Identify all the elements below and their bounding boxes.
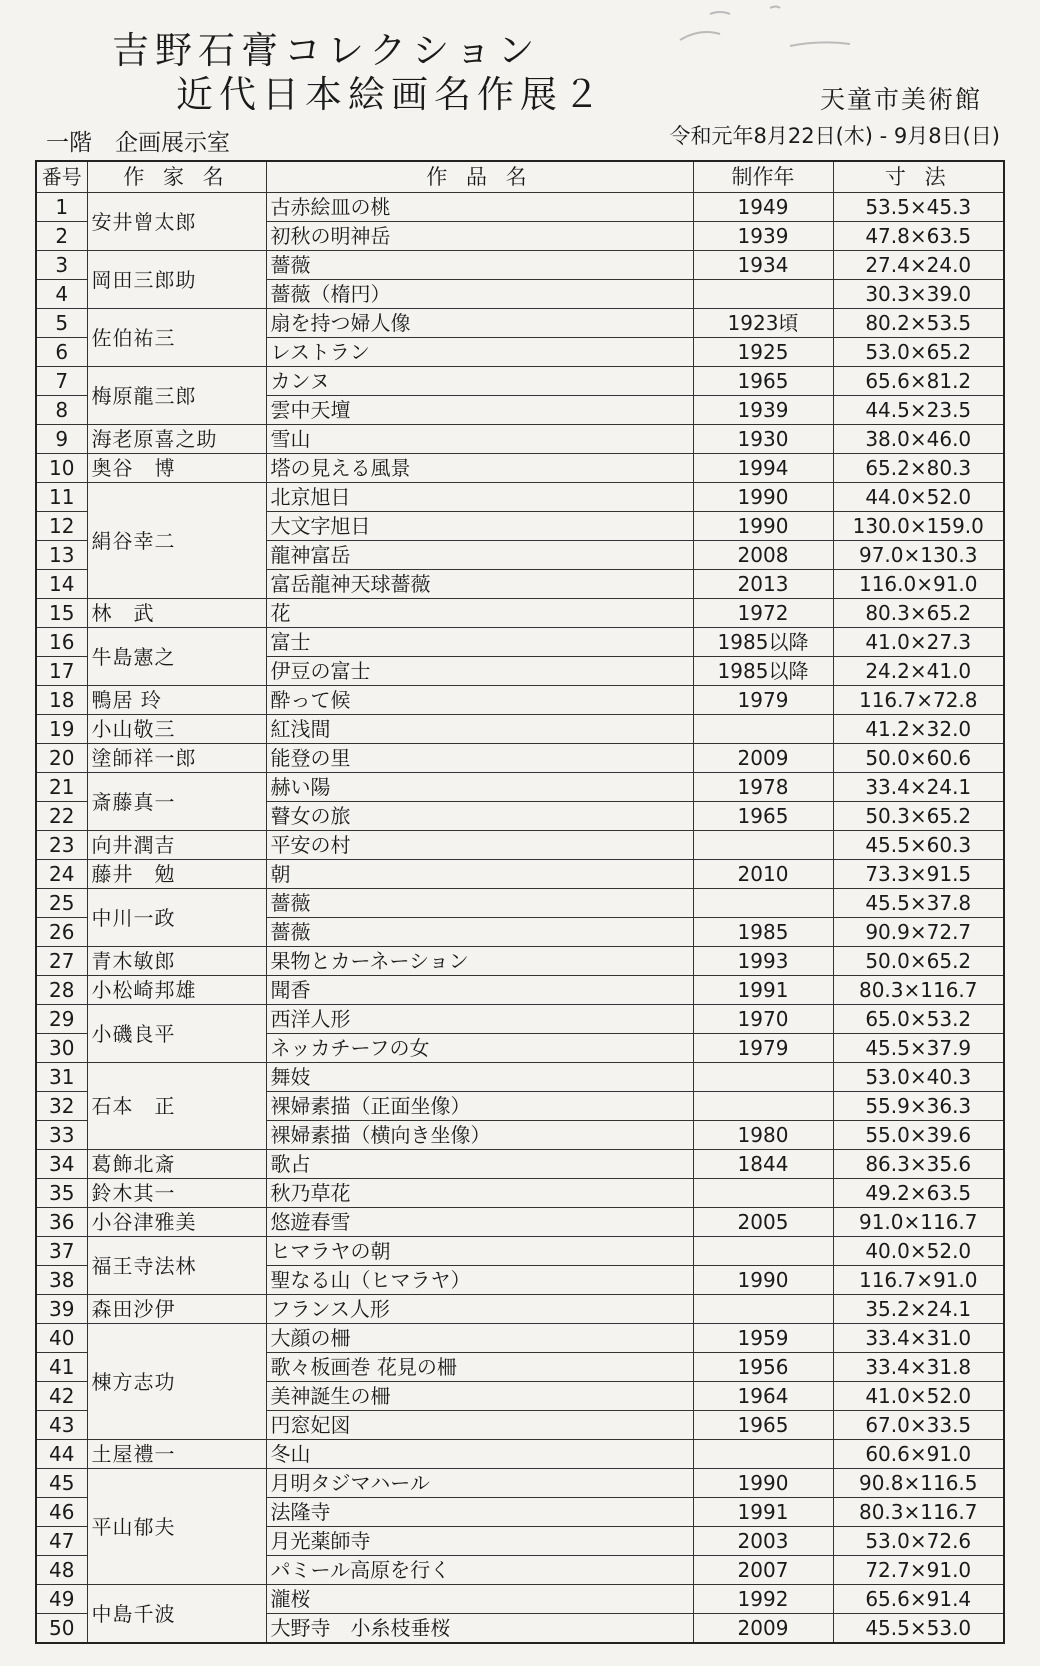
- work-title: 秋乃草花: [266, 1179, 693, 1208]
- column-header-artist: 作 家 名: [87, 161, 266, 193]
- pen-scribble-mark: [640, 0, 860, 70]
- work-title: 薔薇（楕円）: [266, 280, 693, 309]
- work-size: 53.0×65.2: [833, 338, 1004, 367]
- work-number: 29: [36, 1005, 87, 1034]
- work-title: 能登の里: [266, 744, 693, 773]
- work-size: 91.0×116.7: [833, 1208, 1004, 1237]
- work-number: 3: [36, 251, 87, 280]
- exhibition-title-line1: 吉野石膏コレクション: [112, 29, 541, 72]
- artist-name: 梅原龍三郎: [87, 367, 266, 425]
- work-title: 歌占: [266, 1150, 693, 1179]
- work-number: 14: [36, 570, 87, 599]
- work-title: 裸婦素描（横向き坐像）: [266, 1121, 693, 1150]
- artist-name: 中川一政: [87, 889, 266, 947]
- work-title: 北京旭日: [266, 483, 693, 512]
- table-row: [36, 1469, 1004, 1498]
- work-size: 55.9×36.3: [833, 1092, 1004, 1121]
- artist-name: 森田沙伊: [87, 1295, 266, 1324]
- work-size: 33.4×24.1: [833, 773, 1004, 802]
- work-year: 1978: [693, 773, 833, 802]
- work-number: 5: [36, 309, 87, 338]
- artist-name: 奥谷 博: [87, 454, 266, 483]
- work-title: 赫い陽: [266, 773, 693, 802]
- work-number: 20: [36, 744, 87, 773]
- work-size: 80.3×116.7: [833, 976, 1004, 1005]
- work-year: 1990: [693, 512, 833, 541]
- work-size: 45.5×37.8: [833, 889, 1004, 918]
- work-title: 古赤絵皿の桃: [266, 193, 693, 222]
- work-year: 1990: [693, 1266, 833, 1295]
- work-year: 1930: [693, 425, 833, 454]
- work-number: 42: [36, 1382, 87, 1411]
- table-row: [36, 1237, 1004, 1266]
- work-title: 扇を持つ婦人像: [266, 309, 693, 338]
- work-size: 33.4×31.0: [833, 1324, 1004, 1353]
- artist-name: 安井曾太郎: [87, 193, 266, 251]
- work-size: 41.0×52.0: [833, 1382, 1004, 1411]
- work-number: 15: [36, 599, 87, 628]
- work-year: 1979: [693, 686, 833, 715]
- artist-name: 土屋禮一: [87, 1440, 266, 1469]
- table-row: [36, 686, 1004, 715]
- work-title: パミール高原を行く: [266, 1556, 693, 1585]
- work-title: カンヌ: [266, 367, 693, 396]
- work-title: 聖なる山（ヒマラヤ）: [266, 1266, 693, 1295]
- table-row: [36, 947, 1004, 976]
- work-year: 1990: [693, 1469, 833, 1498]
- work-year: 2005: [693, 1208, 833, 1237]
- artist-name: 藤井 勉: [87, 860, 266, 889]
- artist-name: 平山郁夫: [87, 1469, 266, 1585]
- work-year: 1959: [693, 1324, 833, 1353]
- table-row: [36, 309, 1004, 338]
- work-size: 45.5×60.3: [833, 831, 1004, 860]
- artist-name: 中島千波: [87, 1585, 266, 1644]
- artist-name: 斎藤真一: [87, 773, 266, 831]
- table-row: [36, 251, 1004, 280]
- table-row: [36, 599, 1004, 628]
- work-size: 53.0×40.3: [833, 1063, 1004, 1092]
- museum-name: 天童市美術館: [820, 85, 983, 114]
- work-year: 1970: [693, 1005, 833, 1034]
- work-number: 25: [36, 889, 87, 918]
- work-number: 21: [36, 773, 87, 802]
- work-title: 聞香: [266, 976, 693, 1005]
- work-number: 22: [36, 802, 87, 831]
- work-number: 9: [36, 425, 87, 454]
- work-size: 50.3×65.2: [833, 802, 1004, 831]
- work-number: 35: [36, 1179, 87, 1208]
- work-title: 瞽女の旅: [266, 802, 693, 831]
- artist-name: 鴨居 玲: [87, 686, 266, 715]
- artist-name: 塗師祥一郎: [87, 744, 266, 773]
- work-size: 65.0×53.2: [833, 1005, 1004, 1034]
- artist-name: 青木敏郎: [87, 947, 266, 976]
- work-year: 1979: [693, 1034, 833, 1063]
- work-number: 38: [36, 1266, 87, 1295]
- work-year: [693, 1063, 833, 1092]
- table-row: [36, 1585, 1004, 1614]
- table-row: [36, 1208, 1004, 1237]
- work-year: 1965: [693, 802, 833, 831]
- work-size: 65.6×81.2: [833, 367, 1004, 396]
- table-row: [36, 860, 1004, 889]
- exhibition-dates: 令和元年8月22日(木) - 9月8日(日): [669, 124, 1000, 148]
- work-number: 36: [36, 1208, 87, 1237]
- work-title: 平安の村: [266, 831, 693, 860]
- table-row: [36, 454, 1004, 483]
- table-row: [36, 1063, 1004, 1092]
- artist-name: 小山敬三: [87, 715, 266, 744]
- work-year: 1985: [693, 918, 833, 947]
- work-size: 24.2×41.0: [833, 657, 1004, 686]
- work-size: 33.4×31.8: [833, 1353, 1004, 1382]
- work-size: 116.7×72.8: [833, 686, 1004, 715]
- work-title: 舞妓: [266, 1063, 693, 1092]
- floor-label: 一階 企画展示室: [46, 130, 230, 156]
- work-size: 55.0×39.6: [833, 1121, 1004, 1150]
- artist-name: 岡田三郎助: [87, 251, 266, 309]
- table-row: [36, 193, 1004, 222]
- work-year: 1844: [693, 1150, 833, 1179]
- work-year: 1934: [693, 251, 833, 280]
- work-year: 1923頃: [693, 309, 833, 338]
- artist-name: 福王寺法林: [87, 1237, 266, 1295]
- work-year: 1939: [693, 222, 833, 251]
- work-year: [693, 1179, 833, 1208]
- work-size: 80.3×116.7: [833, 1498, 1004, 1527]
- table-row: [36, 831, 1004, 860]
- artist-name: 小磯良平: [87, 1005, 266, 1063]
- work-number: 32: [36, 1092, 87, 1121]
- work-title: 花: [266, 599, 693, 628]
- work-size: 73.3×91.5: [833, 860, 1004, 889]
- work-title: 円窓妃図: [266, 1411, 693, 1440]
- work-year: 1991: [693, 976, 833, 1005]
- work-size: 60.6×91.0: [833, 1440, 1004, 1469]
- work-title: 悠遊春雪: [266, 1208, 693, 1237]
- work-title: レストラン: [266, 338, 693, 367]
- work-number: 18: [36, 686, 87, 715]
- work-title: 薔薇: [266, 889, 693, 918]
- work-number: 8: [36, 396, 87, 425]
- work-year: 1985以降: [693, 657, 833, 686]
- work-year: 1965: [693, 1411, 833, 1440]
- work-size: 116.0×91.0: [833, 570, 1004, 599]
- artist-name: 石本 正: [87, 1063, 266, 1150]
- work-title: 酔って候: [266, 686, 693, 715]
- work-number: 30: [36, 1034, 87, 1063]
- work-year: 1964: [693, 1382, 833, 1411]
- work-size: 72.7×91.0: [833, 1556, 1004, 1585]
- work-year: 2009: [693, 744, 833, 773]
- work-size: 80.3×65.2: [833, 599, 1004, 628]
- work-number: 19: [36, 715, 87, 744]
- work-year: [693, 831, 833, 860]
- work-title: 雲中天壇: [266, 396, 693, 425]
- work-number: 48: [36, 1556, 87, 1585]
- work-title: 伊豆の富士: [266, 657, 693, 686]
- work-year: [693, 280, 833, 309]
- work-number: 2: [36, 222, 87, 251]
- work-title: 月明タジマハール: [266, 1469, 693, 1498]
- work-year: [693, 715, 833, 744]
- work-year: 1965: [693, 367, 833, 396]
- work-size: 116.7×91.0: [833, 1266, 1004, 1295]
- work-number: 41: [36, 1353, 87, 1382]
- work-number: 28: [36, 976, 87, 1005]
- work-title: 塔の見える風景: [266, 454, 693, 483]
- work-size: 90.9×72.7: [833, 918, 1004, 947]
- work-size: 53.5×45.3: [833, 193, 1004, 222]
- work-size: 90.8×116.5: [833, 1469, 1004, 1498]
- artist-name: 葛飾北斎: [87, 1150, 266, 1179]
- table-row: [36, 744, 1004, 773]
- artist-name: 向井潤吉: [87, 831, 266, 860]
- table-row: [36, 425, 1004, 454]
- work-year: 2009: [693, 1614, 833, 1644]
- work-year: [693, 889, 833, 918]
- works-table: [35, 160, 1005, 1644]
- work-number: 4: [36, 280, 87, 309]
- table-row: [36, 483, 1004, 512]
- work-number: 17: [36, 657, 87, 686]
- work-number: 40: [36, 1324, 87, 1353]
- table-row: [36, 1005, 1004, 1034]
- work-title: ネッカチーフの女: [266, 1034, 693, 1063]
- work-year: 2008: [693, 541, 833, 570]
- work-size: 65.2×80.3: [833, 454, 1004, 483]
- table-row: [36, 715, 1004, 744]
- column-header-size: 寸 法: [833, 161, 1004, 193]
- artist-name: 佐伯祐三: [87, 309, 266, 367]
- table-row: [36, 628, 1004, 657]
- work-title: フランス人形: [266, 1295, 693, 1324]
- work-title: 龍神富岳: [266, 541, 693, 570]
- work-year: [693, 1237, 833, 1266]
- work-year: 2003: [693, 1527, 833, 1556]
- work-title: 瀧桜: [266, 1585, 693, 1614]
- work-year: 1994: [693, 454, 833, 483]
- work-number: 31: [36, 1063, 87, 1092]
- work-number: 27: [36, 947, 87, 976]
- work-size: 27.4×24.0: [833, 251, 1004, 280]
- table-row: [36, 773, 1004, 802]
- work-title: 月光薬師寺: [266, 1527, 693, 1556]
- work-year: 1993: [693, 947, 833, 976]
- exhibition-title-line2: 近代日本絵画名作展２: [176, 73, 606, 116]
- work-number: 50: [36, 1614, 87, 1644]
- work-size: 97.0×130.3: [833, 541, 1004, 570]
- work-title: 果物とカーネーション: [266, 947, 693, 976]
- table-row: [36, 1440, 1004, 1469]
- work-year: 1980: [693, 1121, 833, 1150]
- work-year: [693, 1092, 833, 1121]
- work-title: 大野寺 小糸枝垂桜: [266, 1614, 693, 1644]
- work-size: 49.2×63.5: [833, 1179, 1004, 1208]
- work-size: 30.3×39.0: [833, 280, 1004, 309]
- work-title: 雪山: [266, 425, 693, 454]
- work-size: 45.5×37.9: [833, 1034, 1004, 1063]
- work-title: 紅浅間: [266, 715, 693, 744]
- work-title: 法隆寺: [266, 1498, 693, 1527]
- work-year: [693, 1295, 833, 1324]
- work-number: 12: [36, 512, 87, 541]
- work-title: 富士: [266, 628, 693, 657]
- work-title: 美神誕生の柵: [266, 1382, 693, 1411]
- work-number: 47: [36, 1527, 87, 1556]
- work-size: 44.0×52.0: [833, 483, 1004, 512]
- work-number: 16: [36, 628, 87, 657]
- work-number: 26: [36, 918, 87, 947]
- work-size: 35.2×24.1: [833, 1295, 1004, 1324]
- work-size: 67.0×33.5: [833, 1411, 1004, 1440]
- column-header-work: 作 品 名: [266, 161, 693, 193]
- work-number: 33: [36, 1121, 87, 1150]
- work-size: 45.5×53.0: [833, 1614, 1004, 1644]
- work-number: 11: [36, 483, 87, 512]
- work-number: 43: [36, 1411, 87, 1440]
- work-number: 24: [36, 860, 87, 889]
- work-number: 45: [36, 1469, 87, 1498]
- work-size: 38.0×46.0: [833, 425, 1004, 454]
- work-year: 1925: [693, 338, 833, 367]
- table-header-row: [36, 161, 1004, 193]
- artist-name: 林 武: [87, 599, 266, 628]
- table-row: [36, 1295, 1004, 1324]
- work-title: 朝: [266, 860, 693, 889]
- work-number: 39: [36, 1295, 87, 1324]
- artist-name: 小谷津雅美: [87, 1208, 266, 1237]
- work-size: 80.2×53.5: [833, 309, 1004, 338]
- work-title: 富岳龍神天球薔薇: [266, 570, 693, 599]
- work-number: 46: [36, 1498, 87, 1527]
- work-year: [693, 1440, 833, 1469]
- artist-name: 鈴木其一: [87, 1179, 266, 1208]
- work-number: 44: [36, 1440, 87, 1469]
- work-title: 歌々板画巻 花見の柵: [266, 1353, 693, 1382]
- table-row: [36, 889, 1004, 918]
- work-year: 1985以降: [693, 628, 833, 657]
- work-size: 130.0×159.0: [833, 512, 1004, 541]
- work-year: 1972: [693, 599, 833, 628]
- table-row: [36, 976, 1004, 1005]
- work-title: 大文字旭日: [266, 512, 693, 541]
- column-header-number: 番号: [36, 161, 87, 193]
- work-size: 41.2×32.0: [833, 715, 1004, 744]
- table-row: [36, 1179, 1004, 1208]
- work-year: 1991: [693, 1498, 833, 1527]
- artist-name: 牛島憲之: [87, 628, 266, 686]
- table-row: [36, 367, 1004, 396]
- work-year: 2010: [693, 860, 833, 889]
- work-year: 1939: [693, 396, 833, 425]
- work-size: 50.0×65.2: [833, 947, 1004, 976]
- work-title: ヒマラヤの朝: [266, 1237, 693, 1266]
- work-title: 初秋の明神岳: [266, 222, 693, 251]
- column-header-year: 制作年: [693, 161, 833, 193]
- work-size: 50.0×60.6: [833, 744, 1004, 773]
- work-title: 薔薇: [266, 251, 693, 280]
- work-size: 41.0×27.3: [833, 628, 1004, 657]
- work-number: 34: [36, 1150, 87, 1179]
- work-size: 44.5×23.5: [833, 396, 1004, 425]
- work-number: 6: [36, 338, 87, 367]
- work-number: 23: [36, 831, 87, 860]
- artist-name: 小松崎邦雄: [87, 976, 266, 1005]
- works-table-body: [36, 193, 1004, 1644]
- work-year: 2013: [693, 570, 833, 599]
- work-year: 2007: [693, 1556, 833, 1585]
- work-number: 10: [36, 454, 87, 483]
- work-year: 1992: [693, 1585, 833, 1614]
- table-row: [36, 1324, 1004, 1353]
- work-number: 13: [36, 541, 87, 570]
- work-year: 1949: [693, 193, 833, 222]
- work-size: 47.8×63.5: [833, 222, 1004, 251]
- work-title: 薔薇: [266, 918, 693, 947]
- work-size: 40.0×52.0: [833, 1237, 1004, 1266]
- artist-name: 棟方志功: [87, 1324, 266, 1440]
- work-title: 大顔の柵: [266, 1324, 693, 1353]
- work-year: 1956: [693, 1353, 833, 1382]
- work-year: 1990: [693, 483, 833, 512]
- artist-name: 絹谷幸二: [87, 483, 266, 599]
- work-title: 裸婦素描（正面坐像）: [266, 1092, 693, 1121]
- work-size: 53.0×72.6: [833, 1527, 1004, 1556]
- work-title: 西洋人形: [266, 1005, 693, 1034]
- work-number: 49: [36, 1585, 87, 1614]
- work-number: 37: [36, 1237, 87, 1266]
- work-number: 7: [36, 367, 87, 396]
- work-number: 1: [36, 193, 87, 222]
- table-row: [36, 1150, 1004, 1179]
- work-size: 65.6×91.4: [833, 1585, 1004, 1614]
- artist-name: 海老原喜之助: [87, 425, 266, 454]
- work-title: 冬山: [266, 1440, 693, 1469]
- work-size: 86.3×35.6: [833, 1150, 1004, 1179]
